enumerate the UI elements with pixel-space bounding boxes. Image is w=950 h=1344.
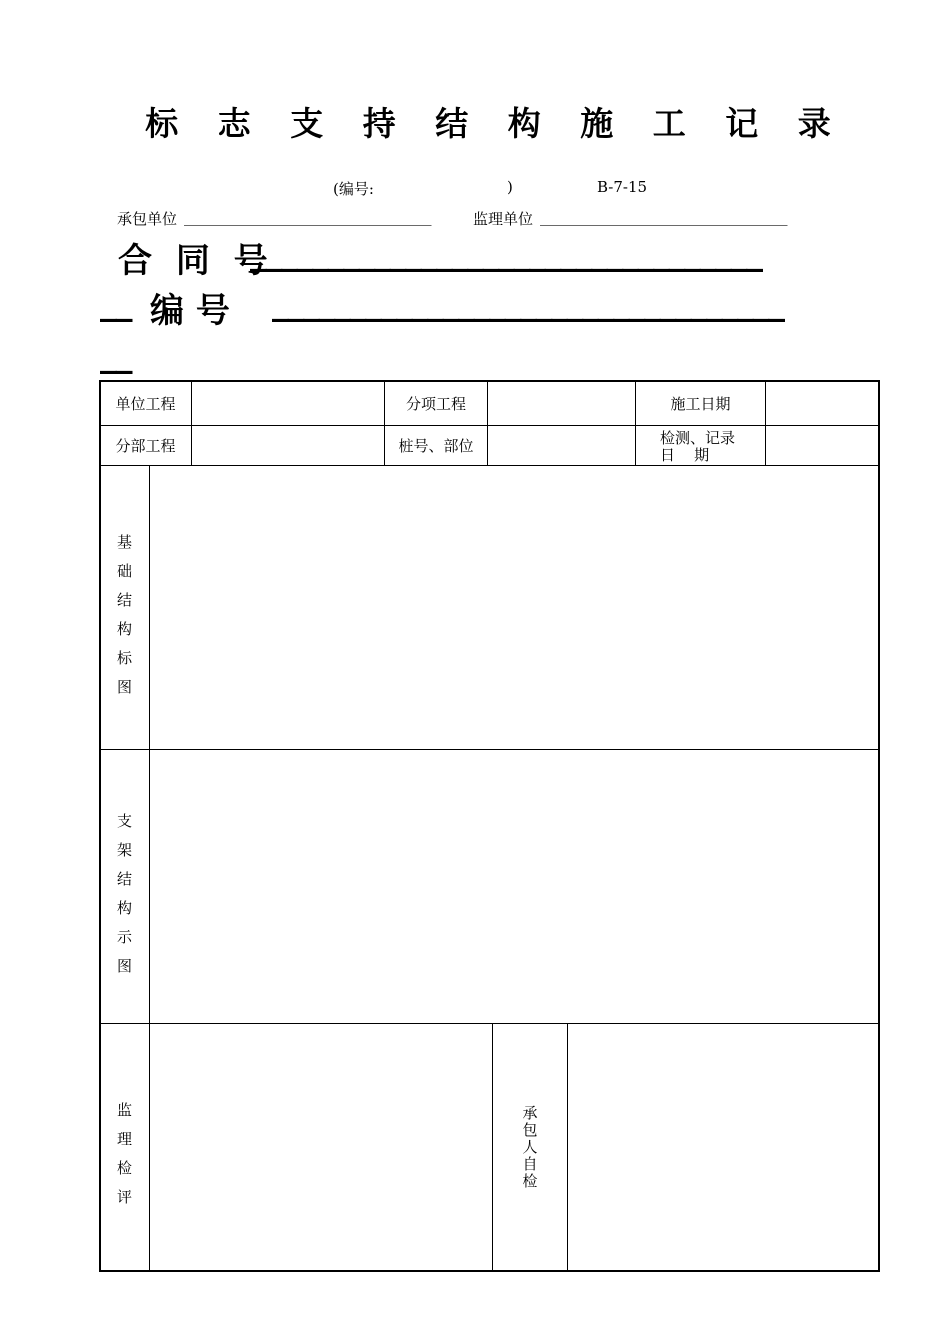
form-code: B-7-15 — [597, 178, 648, 196]
code-prefix-underline: __ — [100, 283, 131, 323]
division-project-value[interactable] — [192, 426, 384, 465]
contractor-field[interactable]: _________________________________ — [184, 208, 432, 226]
foundation-diagram-area[interactable] — [150, 466, 878, 749]
number-close: ) — [507, 178, 513, 196]
station-location-value[interactable] — [488, 426, 635, 465]
code-trailing-underline: __ — [100, 335, 131, 375]
bracket-diagram-area[interactable] — [150, 750, 878, 1023]
table-border-right — [878, 380, 880, 1272]
supervision-review-area[interactable] — [150, 1024, 492, 1270]
inspection-record-date-label — [660, 430, 735, 464]
contractor-label: 承包单位 — [117, 210, 178, 228]
number-label: (编号: — [333, 180, 374, 198]
sub-item-project-value[interactable] — [488, 382, 635, 425]
supervisor-label: 监理单位 — [473, 210, 534, 228]
sub-item-project-label: 分项工程 — [405, 395, 466, 413]
inspection-record-line1: 检测、记录 — [660, 429, 736, 447]
contractor-self-check-area[interactable] — [568, 1024, 878, 1270]
division-project-label: 分部工程 — [115, 437, 176, 455]
contract-no-label: 合 同 号 — [118, 241, 274, 281]
bracket-diagram-label: 支 架 结 构 示 图 — [116, 812, 132, 975]
foundation-diagram-label: 基 础 结 构 标 图 — [116, 533, 132, 696]
construction-date-label: 施工日期 — [670, 395, 731, 413]
supervisor-field[interactable]: _________________________________ — [540, 208, 788, 226]
supervision-review-label: 监 理 检 评 — [116, 1101, 132, 1206]
code-label: 编 号 — [150, 291, 230, 331]
inspection-record-date-value[interactable] — [766, 426, 878, 465]
contract-no-field[interactable]: _________________________________ — [250, 233, 762, 273]
inspection-record-line2: 日 期 — [660, 446, 710, 464]
page-title: 标 志 支 持 结 构 施 工 记 录 — [145, 104, 845, 143]
code-field[interactable]: _________________________________ — [272, 283, 784, 323]
station-location-label: 桩号、部位 — [398, 437, 474, 455]
construction-date-value[interactable] — [766, 382, 878, 425]
unit-project-value[interactable] — [192, 382, 384, 425]
contractor-self-check-label: 承 包 人 自 检 — [522, 1104, 538, 1190]
table-border-bottom — [99, 1270, 880, 1272]
unit-project-label: 单位工程 — [115, 395, 176, 413]
